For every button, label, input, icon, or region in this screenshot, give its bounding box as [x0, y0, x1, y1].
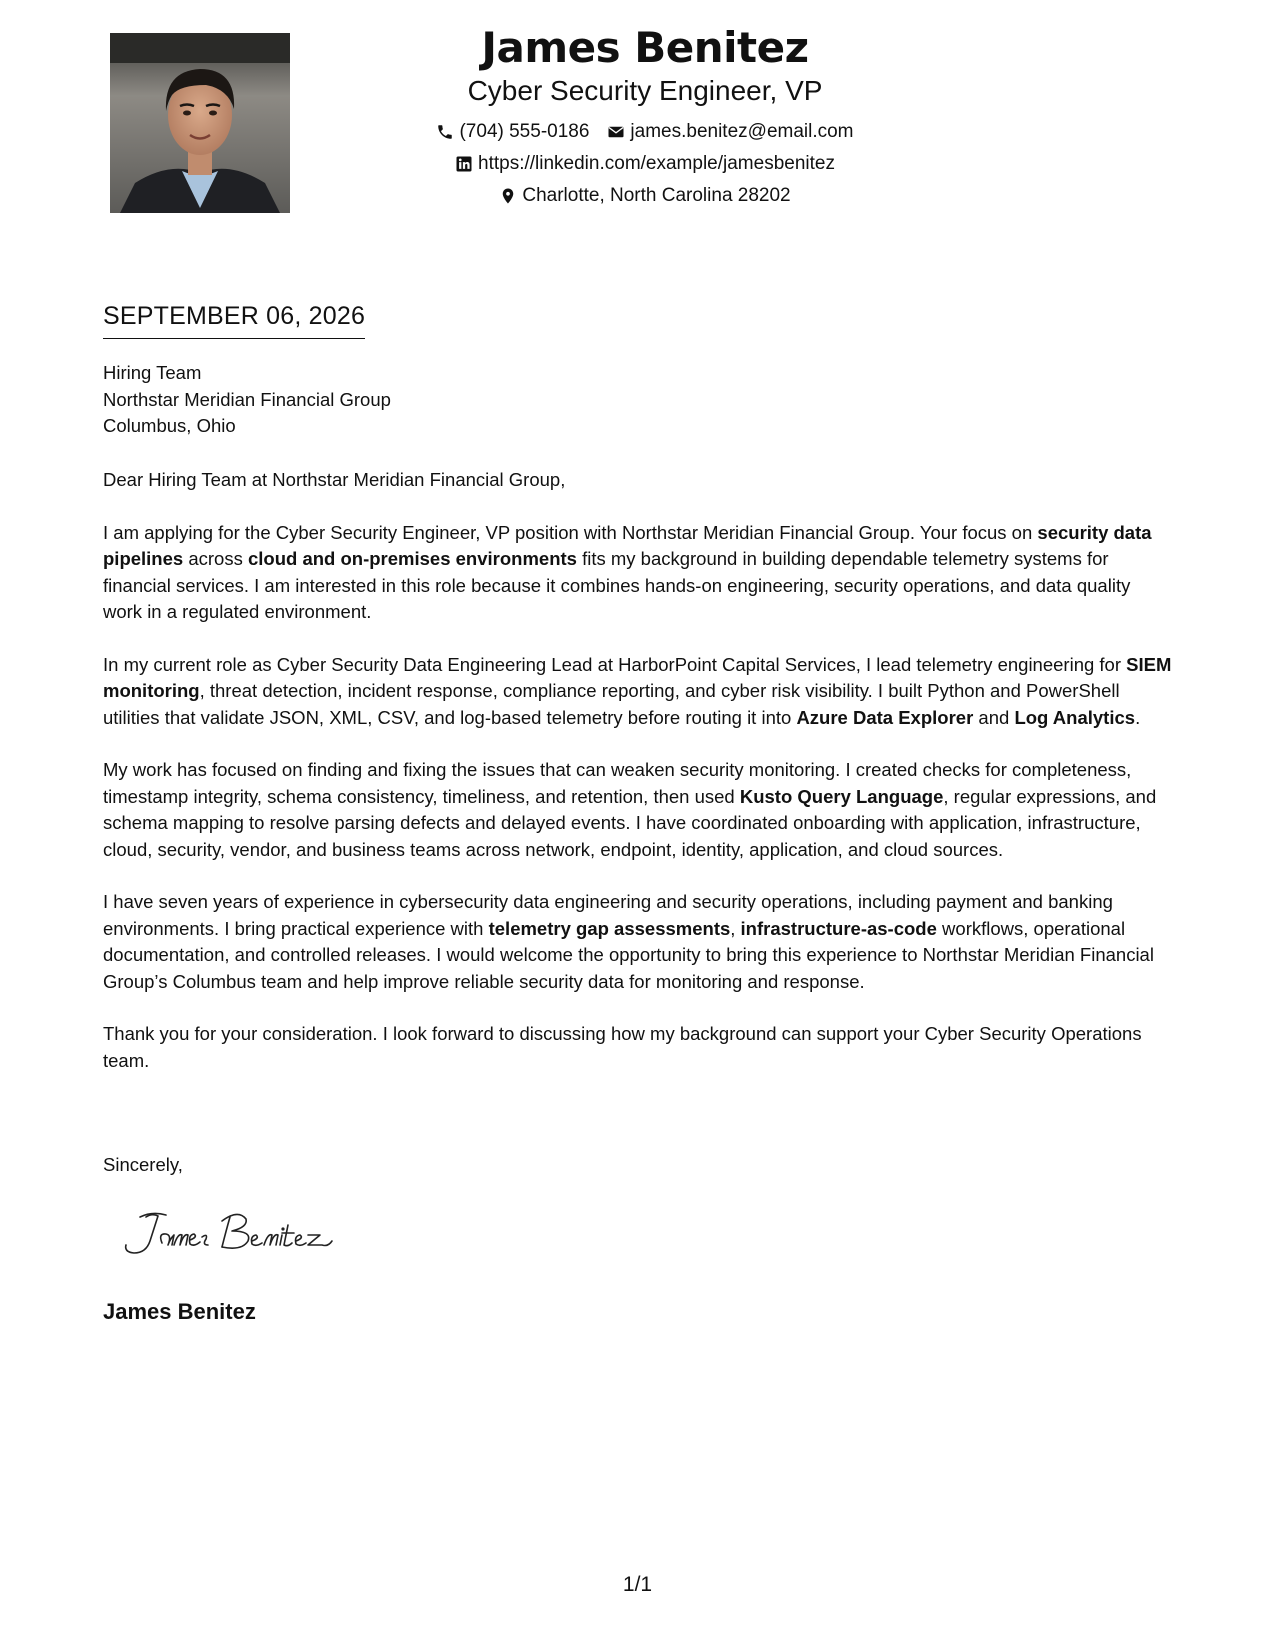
bold-run: Log Analytics	[1014, 706, 1136, 728]
bold-run: telemetry gap assessments	[488, 917, 731, 939]
bold-run: Azure Data Explorer	[796, 706, 974, 728]
job-title: Cyber Security Engineer, VP	[467, 75, 823, 106]
paragraph-3	[103, 757, 1173, 863]
text-run: workflows, operational documentation, and controlled releases. I would welcome the opportunity to bring this experience to Northstar Meridian Financial Group’s Columbus team and help improve reliable security data for monitoring and response.	[103, 917, 1154, 992]
bold-run: Kusto Query Language	[739, 785, 944, 807]
page-number: 1/1	[622, 1573, 653, 1596]
letter-date: SEPTEMBER 06, 2026	[103, 300, 365, 339]
phone-number: (704) 555-0186	[459, 121, 590, 142]
linkedin-contact[interactable]	[455, 148, 835, 180]
text-run: fits my background in building dependable telemetry systems for financial services. I am interested in this role because it combines hands-on engineering, security operations, and data quality work in a regulated environment.	[103, 548, 1131, 622]
applicant-name: James Benitez	[481, 23, 809, 72]
recipient-block	[103, 360, 391, 440]
bold-run: infrastructure-as-code	[740, 917, 937, 939]
recipient-line: Hiring Team	[103, 362, 202, 383]
text-run: I am applying for the Cyber Security Engineer, VP position with Northstar Meridian Financial Group. Your focus on	[103, 521, 1038, 543]
header	[300, 22, 990, 212]
closing: Sincerely,	[103, 1154, 183, 1175]
text-run: I have seven years of experience in cybersecurity data engineering and security operations, including payment and banking environments. I bring practical experience with	[103, 891, 1113, 939]
text-run: , regular expressions, and schema mapping to resolve parsing defects and delayed events. I have coordinated onboarding with application, infrastructure, cloud, security, vendor, and business teams across network, endpoint, identity, application, and cloud sources.	[103, 785, 1157, 860]
paragraph-4	[103, 889, 1173, 995]
text-run: across	[183, 548, 248, 569]
text-run: .	[1135, 706, 1141, 728]
location-text: Charlotte, North Carolina 28202	[522, 185, 791, 206]
text-run: and	[973, 706, 1015, 728]
phone-icon	[436, 123, 454, 141]
profile-photo	[110, 33, 290, 213]
phone-contact	[436, 116, 589, 148]
contact-line-3	[300, 180, 990, 212]
signed-name: James Benitez	[103, 1299, 256, 1324]
text-run: , threat detection, incident response, compliance reporting, and cyber risk visibility. I built Python and PowerShell utilities that validate JSON, XML, CSV, and log-based telemetry before routing it into	[103, 680, 1120, 728]
paragraph-5: Thank you for your consideration. I look forward to discussing how my background can support your Cyber Security Operations team.	[103, 1023, 1142, 1071]
handwritten-signature	[118, 1207, 348, 1267]
recipient-location: Columbus, Ohio	[103, 415, 236, 436]
letter-body	[103, 467, 1173, 1100]
bold-run: SIEM monitoring	[103, 653, 1172, 701]
contact-line-1	[300, 116, 990, 148]
paragraph-1	[103, 520, 1173, 626]
location-contact	[499, 180, 790, 212]
linkedin-url[interactable]: https://linkedin.com/example/jamesbenitez	[478, 153, 835, 174]
text-run: In my current role as Cyber Security Data Engineering Lead at HarborPoint Capital Services, I lead telemetry engineering for	[103, 653, 1127, 675]
email-contact[interactable]	[607, 116, 853, 148]
recipient-company: Northstar Meridian Financial Group	[103, 388, 391, 410]
salutation: Dear Hiring Team at Northstar Meridian Financial Group,	[103, 469, 566, 490]
map-pin-icon	[499, 187, 517, 205]
envelope-icon	[607, 123, 625, 141]
paragraph-2	[103, 652, 1173, 732]
text-run: My work has focused on finding and fixing the issues that can weaken security monitoring. I created checks for completeness, timestamp integrity, schema consistency, timeliness, and retention, then used	[103, 759, 1132, 807]
bold-run: cloud and on-premises environments	[247, 548, 577, 569]
text-run: ,	[730, 917, 741, 939]
email-address[interactable]: james.benitez@email.com	[630, 121, 854, 142]
linkedin-icon	[455, 155, 473, 173]
contact-line-2	[300, 148, 990, 180]
bold-run: security data pipelines	[103, 521, 1152, 569]
